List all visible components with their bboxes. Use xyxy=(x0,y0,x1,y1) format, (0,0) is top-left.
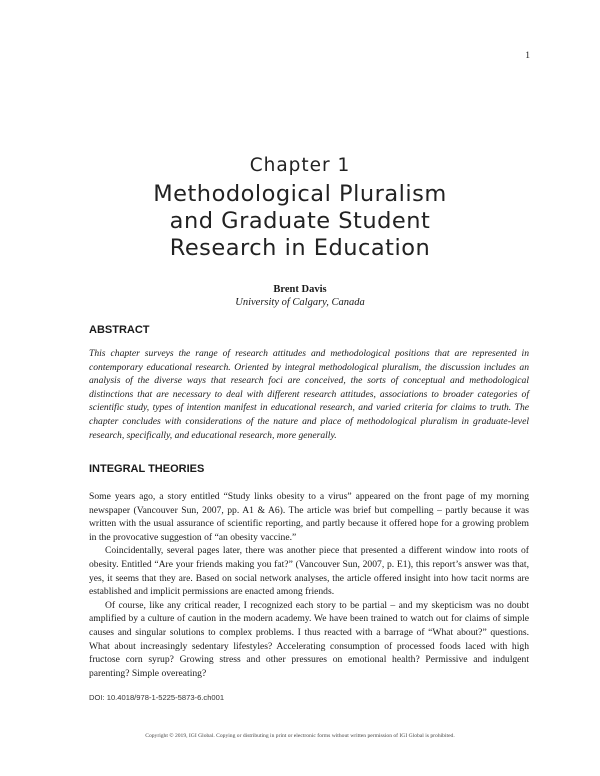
abstract-heading: ABSTRACT xyxy=(89,324,150,336)
doi-line: DOI: 10.4018/978-1-5225-5873-6.ch001 xyxy=(89,693,225,702)
abstract-text: This chapter surveys the range of research attitudes and methodological positions that are represented in contemporary educational research. Oriented by integral methodological pluralism, the discussion includes an analysis of the diverse ways that research foci are conceived, the sorts of conceptual and methodological distinctions that are necessary to deal with different research attitudes, associations to broader categories of scientific study, types of intention manifest in educational research, and varied criteria for claims to truth. The chapter concludes with considerations of the nature and place of methodological pluralism in graduate-level research, specifically, and educational research, more generally. xyxy=(89,348,529,441)
section-heading-integral-theories: INTEGRAL THEORIES xyxy=(89,463,205,475)
body-paragraph: Coincidentally, several pages later, there was another piece that presented a different window into roots of obesity. Entitled “Are your friends making you fat?” (Vancouver Sun, 2007, p. E1), this report’s answer was that, yes, it seems that they are. Based on social network analyses, the article offered insight into how tacit norms are established and implicit permissions are enacted among friends. xyxy=(89,545,529,598)
author-affiliation: University of Calgary, Canada xyxy=(235,297,365,308)
chapter-title-line-1: Methodological Pluralism xyxy=(153,181,447,207)
body-paragraph: Of course, like any critical reader, I recognized each story to be partial – and my skepticism was no doubt amplified by a culture of caution in the modern academy. We have been trained to watch out for claims of simple causes and singular solutions to complex problems. I thus reacted with a barrage of “What about?” questions. What about increasingly sedentary lifestyles? Accelerating consumption of processed foods laced with high fructose corn syrup? Growing stress and other pressures on emotional health? Permissive and indulgent parenting? Simple overeating? xyxy=(89,599,529,679)
chapter-title-line-2: and Graduate Student xyxy=(169,208,431,234)
copyright-notice: Copyright © 2019, IGI Global. Copying or distributing in print or electronic forms without written permission of IGI Global is prohibited. xyxy=(145,733,455,739)
chapter-title-line-3: Research in Education xyxy=(169,235,431,261)
chapter-title xyxy=(0,181,600,262)
body-paragraph: Some years ago, a story entitled “Study links obesity to a virus” appeared on the front page of my morning newspaper (Vancouver Sun, 2007, pp. A1 & A6). The article was brief but compelling – partly because it was written with the usual assurance of scientific reporting, and partly because it offered hope for a growing problem in the provocative suggestion of “an obesity vaccine.” xyxy=(89,491,529,543)
author-name: Brent Davis xyxy=(273,284,327,295)
body-text xyxy=(89,490,529,680)
chapter-label: Chapter 1 xyxy=(249,155,351,176)
page-number: 1 xyxy=(525,51,530,61)
